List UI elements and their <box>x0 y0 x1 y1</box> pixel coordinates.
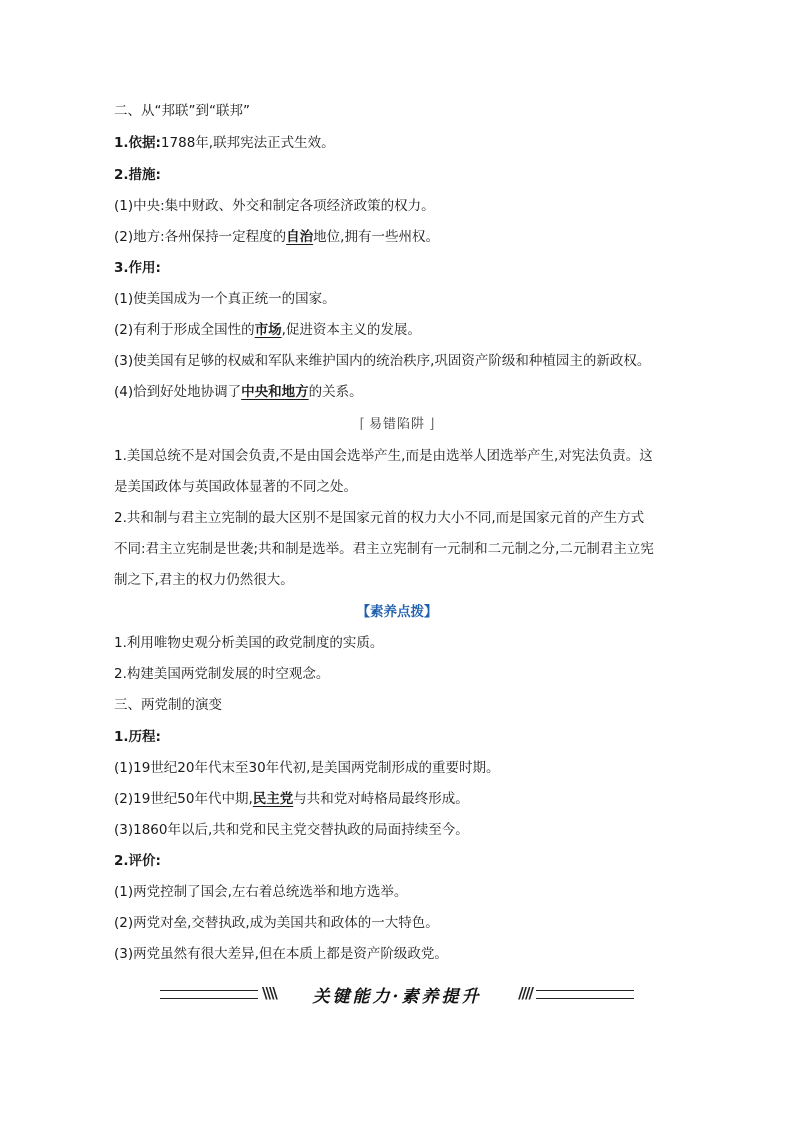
effect-4 <box>114 382 694 402</box>
basis-label: 1.依据: <box>114 135 161 151</box>
bracket-left-icon: ⌈ <box>359 416 365 432</box>
eval-1: (1)两党控制了国会,左右着总统选举和地方选举。 <box>114 884 408 900</box>
effect-label: 3.作用: <box>114 260 161 276</box>
literacy-2: 2.构建美国两党制发展的时空观念。 <box>114 666 330 682</box>
effect-4-pre: (4)恰到好处地协调了 <box>114 384 242 400</box>
section-heading-3: 三、两党制的演变 <box>114 697 222 713</box>
literacy-label: 【素养点拨】 <box>356 604 438 620</box>
basis-text: 1788年,联邦宪法正式生效。 <box>160 135 335 151</box>
banner-slash-right-icon: //// <box>518 984 532 1002</box>
process-3: (3)1860年以后,共和党和民主党交替执政的局面持续至今。 <box>114 822 469 838</box>
pitfall-1-line-2: 是美国政体与英国政体显著的不同之处。 <box>114 479 357 495</box>
measure-2-post: 地位,拥有一些州权。 <box>313 229 439 245</box>
section-banner <box>160 982 634 1008</box>
keyword-democratic-party: 民主党 <box>252 791 294 807</box>
process-2 <box>114 789 694 809</box>
measures-label: 2.措施: <box>114 167 161 183</box>
banner-title: 关键能力·素养提升 <box>312 987 482 1007</box>
keyword-autonomy: 自治 <box>286 229 314 245</box>
pitfall-1-line-1: 1.美国总统不是对国会负责,不是由国会选举产生,而是由选举人团选举产生,对宪法负责。这 <box>114 448 653 464</box>
banner-slash-left-icon: \\\\ <box>262 984 276 1002</box>
eval-3: (3)两党虽然有很大差异,但在本质上都是资产阶级政党。 <box>114 946 448 962</box>
effect-1: (1)使美国成为一个真正统一的国家。 <box>114 291 336 307</box>
pitfall-2-line-2: 不同:君主立宪制是世袭;共和制是选举。君主立宪制有一元制和二元制之分,二元制君主立宪 <box>114 541 654 557</box>
banner-rule-right <box>536 990 634 999</box>
basis-line <box>114 133 694 153</box>
pitfall-2-line-3: 制之下,君主的权力仍然很大。 <box>114 572 294 588</box>
effect-2-pre: (2)有利于形成全国性的 <box>114 322 255 338</box>
keyword-market: 市场 <box>254 322 282 338</box>
literacy-1: 1.利用唯物史观分析美国的政党制度的实质。 <box>114 635 384 651</box>
effect-2 <box>114 320 694 340</box>
effect-3: (3)使美国有足够的权威和军队来维护国内的统治秩序,巩固资产阶级和种植园主的新政权。 <box>114 353 651 369</box>
measure-1: (1)中央:集中财政、外交和制定各项经济政策的权力。 <box>114 198 435 214</box>
measure-2-pre: (2)地方:各州保持一定程度的 <box>114 229 287 245</box>
eval-2: (2)两党对垒,交替执政,成为美国共和政体的一大特色。 <box>114 915 439 931</box>
keyword-central-local: 中央和地方 <box>241 384 309 400</box>
effect-4-post: 的关系。 <box>308 384 363 400</box>
pitfall-header <box>0 414 794 435</box>
measure-2 <box>114 227 694 247</box>
pitfall-label: 易错陷阱 <box>368 417 425 432</box>
section-heading-2: 二、从“邦联”到“联邦” <box>114 103 250 119</box>
process-2-post: 与共和党对峙格局最终形成。 <box>293 791 469 807</box>
effect-2-post: ,促进资本主义的发展。 <box>281 322 421 338</box>
bracket-right-icon: ⌋ <box>429 416 435 432</box>
pitfall-2-line-1: 2.共和制与君主立宪制的最大区别不是国家元首的权力大小不同,而是国家元首的产生方式 <box>114 510 645 526</box>
process-2-pre: (2)19世纪50年代中期, <box>114 791 253 807</box>
process-1: (1)19世纪20年代末至30年代初,是美国两党制形成的重要时期。 <box>114 760 500 776</box>
process-label: 1.历程: <box>114 729 161 745</box>
eval-label: 2.评价: <box>114 853 161 869</box>
